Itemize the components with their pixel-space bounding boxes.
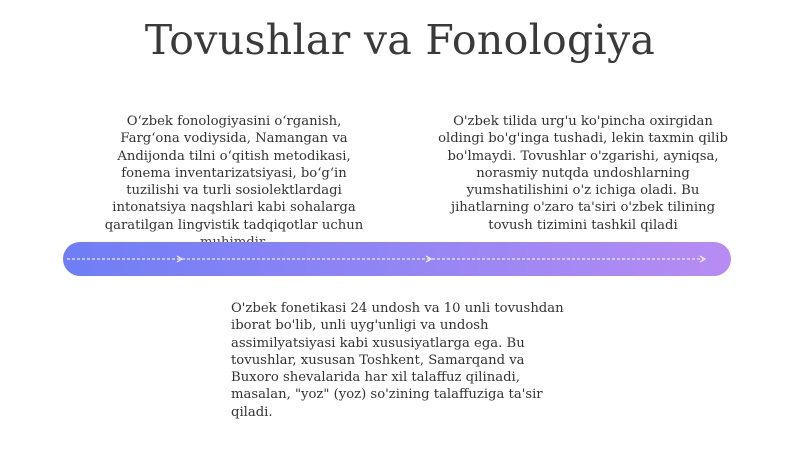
text-line: Buxoro shevalarida har xil talaffuz qilinadi,: [231, 370, 520, 386]
text-line: yumshatilishini o'z ichiga oladi. Bu: [466, 183, 700, 199]
text-line: O‘zbek fonologiyasini o‘rganish,: [126, 114, 342, 129]
text-line: assimilyatsiyasi kabi xususiyatlarga ega. Bu: [231, 335, 525, 351]
text-line: tovush tizimini tashkil qiladi: [488, 217, 678, 233]
text-line: intonatsiya naqshlari kabi sohalarga: [112, 200, 356, 216]
text-line: fonema inventarizatsiyasi, bo‘g‘in: [121, 165, 347, 181]
page-title: Tovushlar va Fonologiya: [144, 16, 656, 64]
right-text-block: [402, 113, 764, 234]
text-line: O'zbek tilida urg'u ko'pincha oxirgidan: [453, 114, 713, 129]
text-line: masalan, "yoz" (yoz) so'zining talaffuziga ta'sir: [231, 387, 543, 403]
text-line: oldingi bo'g'inga tushadi, lekin taxmin qilib: [438, 131, 728, 147]
text-line: tuzilishi va turli sosiolektlardagi: [126, 183, 342, 199]
text-line: jihatlarning o'zaro ta'siri o'zbek tilining: [450, 200, 716, 216]
text-line: bo'lmaydi. Tovushlar o'zgarishi, ayniqsa,: [447, 148, 719, 164]
text-line: qiladi.: [231, 404, 273, 420]
timeline-bar: [63, 242, 731, 276]
text-line: O'zbek fonetikasi 24 undosh va 10 unli tovushdan: [231, 301, 564, 316]
timeline-line: [63, 242, 731, 276]
text-line: Andijonda tilni o‘qitish metodikasi,: [117, 148, 351, 164]
text-line: qaratilgan lingvistik tadqiqotlar uchun: [104, 217, 364, 233]
left-text-block: [72, 113, 396, 259]
text-line: tovushlar, xususan Toshkent, Samarqand va: [231, 352, 525, 368]
text-line: iborat bo'lib, unli uyg'unligi va undosh: [231, 318, 489, 334]
bottom-text-block: [231, 300, 611, 421]
text-line: norasmiy nutqda undoshlarning: [476, 165, 690, 181]
text-line: Farg‘ona vodiysida, Namangan va: [120, 131, 348, 147]
